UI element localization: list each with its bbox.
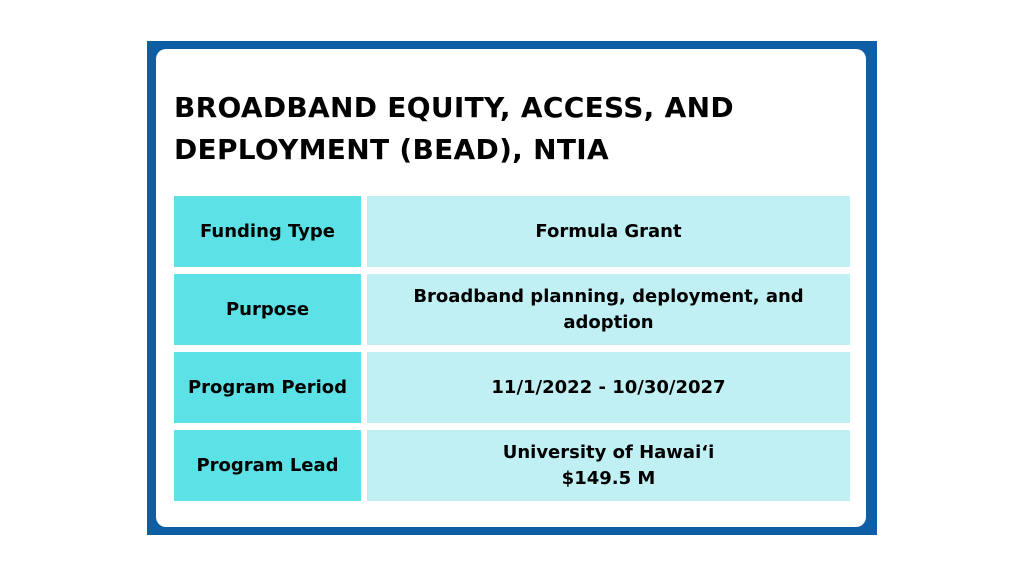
table-row-program-period <box>174 352 850 423</box>
row-value-line: $149.5 M <box>561 467 656 489</box>
row-label: Purpose <box>174 274 361 345</box>
table-row-purpose <box>174 274 850 345</box>
row-value <box>367 274 850 345</box>
program-title: BROADBAND EQUITY, ACCESS, AND DEPLOYMENT (BEAD), NTIA <box>174 91 734 166</box>
row-value <box>367 352 850 423</box>
card-frame <box>147 41 877 535</box>
row-label: Program Period <box>174 352 361 423</box>
row-value <box>367 196 850 267</box>
program-details-table <box>174 196 850 501</box>
table-row-funding-type <box>174 196 850 267</box>
row-value-line: 11/1/2022 - 10/30/2027 <box>491 376 726 398</box>
row-value-line: Formula Grant <box>535 220 682 242</box>
table-row-program-lead <box>174 430 850 501</box>
row-value-line: Broadband planning, deployment, and adoption <box>413 285 804 333</box>
row-label: Funding Type <box>174 196 361 267</box>
row-label: Program Lead <box>174 430 361 501</box>
row-value <box>367 430 850 501</box>
info-card <box>156 49 866 527</box>
row-value-line: University of Hawai‘i <box>502 441 715 463</box>
